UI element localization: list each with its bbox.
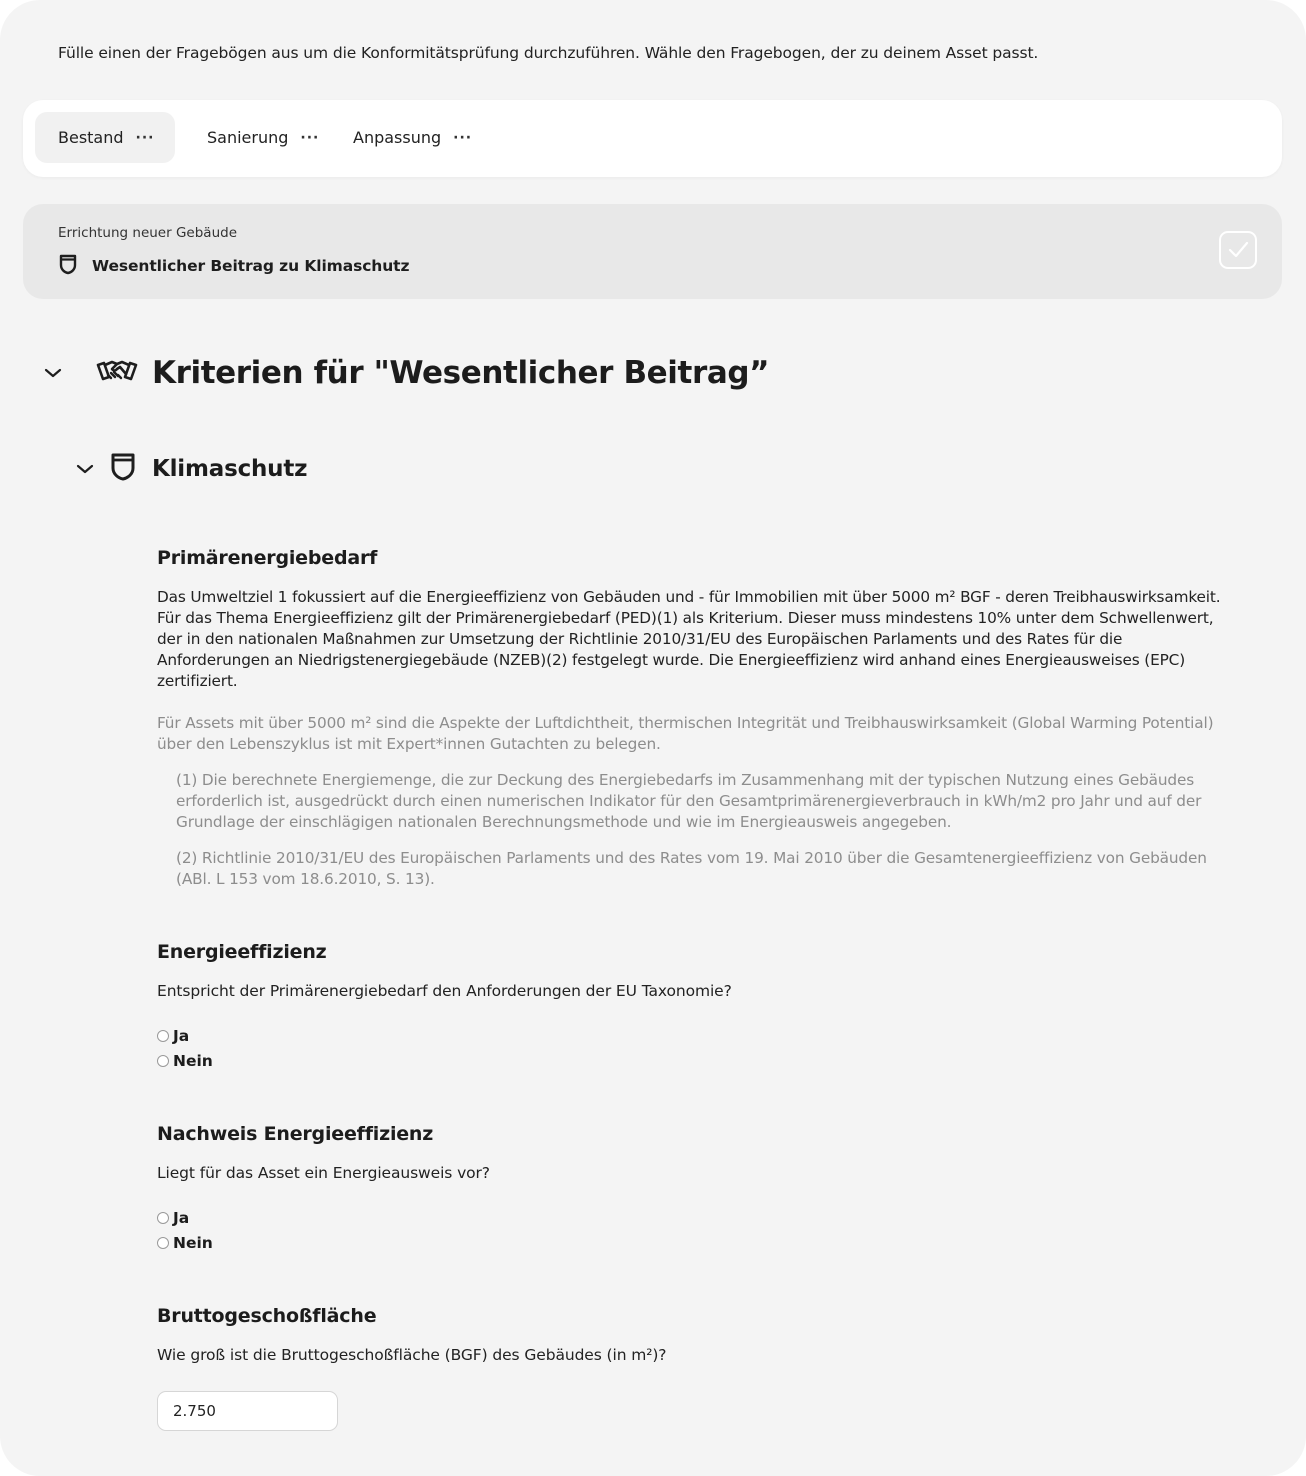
section-title-energy-efficiency: Energieeffizienz: [157, 941, 327, 963]
footnote-2: (2) Richtlinie 2010/31/EU des Europäischen Parlaments und des Rates vom 19. Mai 2010 über die Gesamtenergieeffizienz von Gebäuden (ABl. L 153 vom 18.6.2010, S. 13).: [176, 849, 1207, 888]
radio-button[interactable]: [157, 1237, 169, 1249]
checkbox-check-icon[interactable]: [1219, 231, 1257, 269]
primary-energy-paragraph: Das Umweltziel 1 fokussiert auf die Energieeffizienz von Gebäuden und - für Immobilien mit über 5000 m² BGF - deren Treibhauswirksamkeit. Für das Thema Energieeffizienz gilt der Primärenergiebedarf (PED)(1) als Kriterium. Dieser muss mindestens 10% unter dem Schwellenwert, der in den nationalen Maßnahmen zur Umsetzung der Richtlinie 2010/31/EU des Europäischen Parlaments und des Rates für die Anforderungen an Niedrigstenergiegebäude (NZEB)(2) festgelegt wurde. Die Energieeffizienz wird anhand eines Energieausweises (EPC) zertifiziert.: [157, 588, 1221, 690]
section-title-primary-energy: Primärenergiebedarf: [157, 547, 378, 569]
section-title-energy-proof: Nachweis Energieeffizienz: [157, 1123, 434, 1145]
tab-sanierung[interactable]: [193, 112, 329, 163]
banner-title: Wesentlicher Beitrag zu Klimaschutz: [92, 257, 410, 275]
energy-proof-question: Liegt für das Asset ein Energieausweis vor?: [157, 1164, 490, 1182]
radio-label: Nein: [173, 1234, 213, 1252]
banner-title-row: [58, 253, 409, 279]
radio-button[interactable]: [157, 1030, 169, 1042]
radio-label: Nein: [173, 1052, 213, 1070]
questionnaire-tabs: [23, 100, 1282, 177]
shield-icon: [58, 253, 78, 279]
radio-label: Ja: [173, 1027, 190, 1045]
intro-text: Fülle einen der Fragebögen aus um die Konformitätsprüfung durchzuführen. Wähle den Fragebogen, der zu deinem Asset passt.: [58, 44, 1039, 62]
questionnaire-banner[interactable]: [23, 204, 1282, 299]
tab-label: Anpassung: [353, 128, 442, 147]
tab-label: Bestand: [58, 128, 124, 147]
tab-bestand[interactable]: [35, 112, 175, 163]
more-icon[interactable]: ···: [453, 129, 473, 146]
gross-floor-area-input[interactable]: [157, 1391, 338, 1431]
gross-floor-area-question: Wie groß ist die Bruttogeschoßfläche (BGF) des Gebäudes (in m²)?: [157, 1346, 667, 1364]
more-icon[interactable]: ···: [300, 129, 320, 146]
shield-icon: [110, 452, 136, 486]
tab-label: Sanierung: [207, 128, 289, 147]
category-header: [76, 452, 307, 486]
energy-proof-option-ja[interactable]: [157, 1209, 189, 1227]
energy-proof-option-nein[interactable]: [157, 1234, 213, 1252]
section-title-gross-floor-area: Bruttogeschoßfläche: [157, 1305, 377, 1327]
energy-efficiency-option-ja[interactable]: [157, 1027, 189, 1045]
footnote-1: (1) Die berechnete Energiemenge, die zur Deckung des Energiebedarfs im Zusammenhang mit der typischen Nutzung eines Gebäudes erforderlich ist, ausgedrückt durch einen numerischen Indikator für den Gesamtprimärenergieverbrauch in kWh/m2 pro Jahr und auf der Grundlage der einschlägigen nationalen Berechnungsmethode und wie im Energieausweis angegeben.: [176, 771, 1202, 831]
chevron-down-icon[interactable]: [76, 460, 94, 479]
energy-efficiency-question: Entspricht der Primärenergiebedarf den Anforderungen der EU Taxonomie?: [157, 982, 732, 1000]
category-title: Klimaschutz: [152, 456, 308, 482]
tab-anpassung[interactable]: [341, 112, 482, 163]
primary-energy-note-paragraph: Für Assets mit über 5000 m² sind die Aspekte der Luftdichtheit, thermischen Integrität und Treibhauswirksamkeit (Global Warming Potential) über den Lebenszyklus ist mit Expert*innen Gutachten zu belegen.: [157, 714, 1214, 753]
handshake-icon: [96, 356, 138, 390]
energy-efficiency-option-nein[interactable]: [157, 1052, 213, 1070]
radio-button[interactable]: [157, 1055, 169, 1067]
radio-button[interactable]: [157, 1212, 169, 1224]
chevron-down-icon[interactable]: [44, 364, 62, 383]
more-icon[interactable]: ···: [135, 129, 155, 146]
criteria-header: [44, 355, 769, 391]
criteria-title: Kriterien für "Wesentlicher Beitrag”: [152, 355, 770, 391]
radio-label: Ja: [173, 1209, 190, 1227]
banner-subtitle: Errichtung neuer Gebäude: [58, 225, 237, 241]
